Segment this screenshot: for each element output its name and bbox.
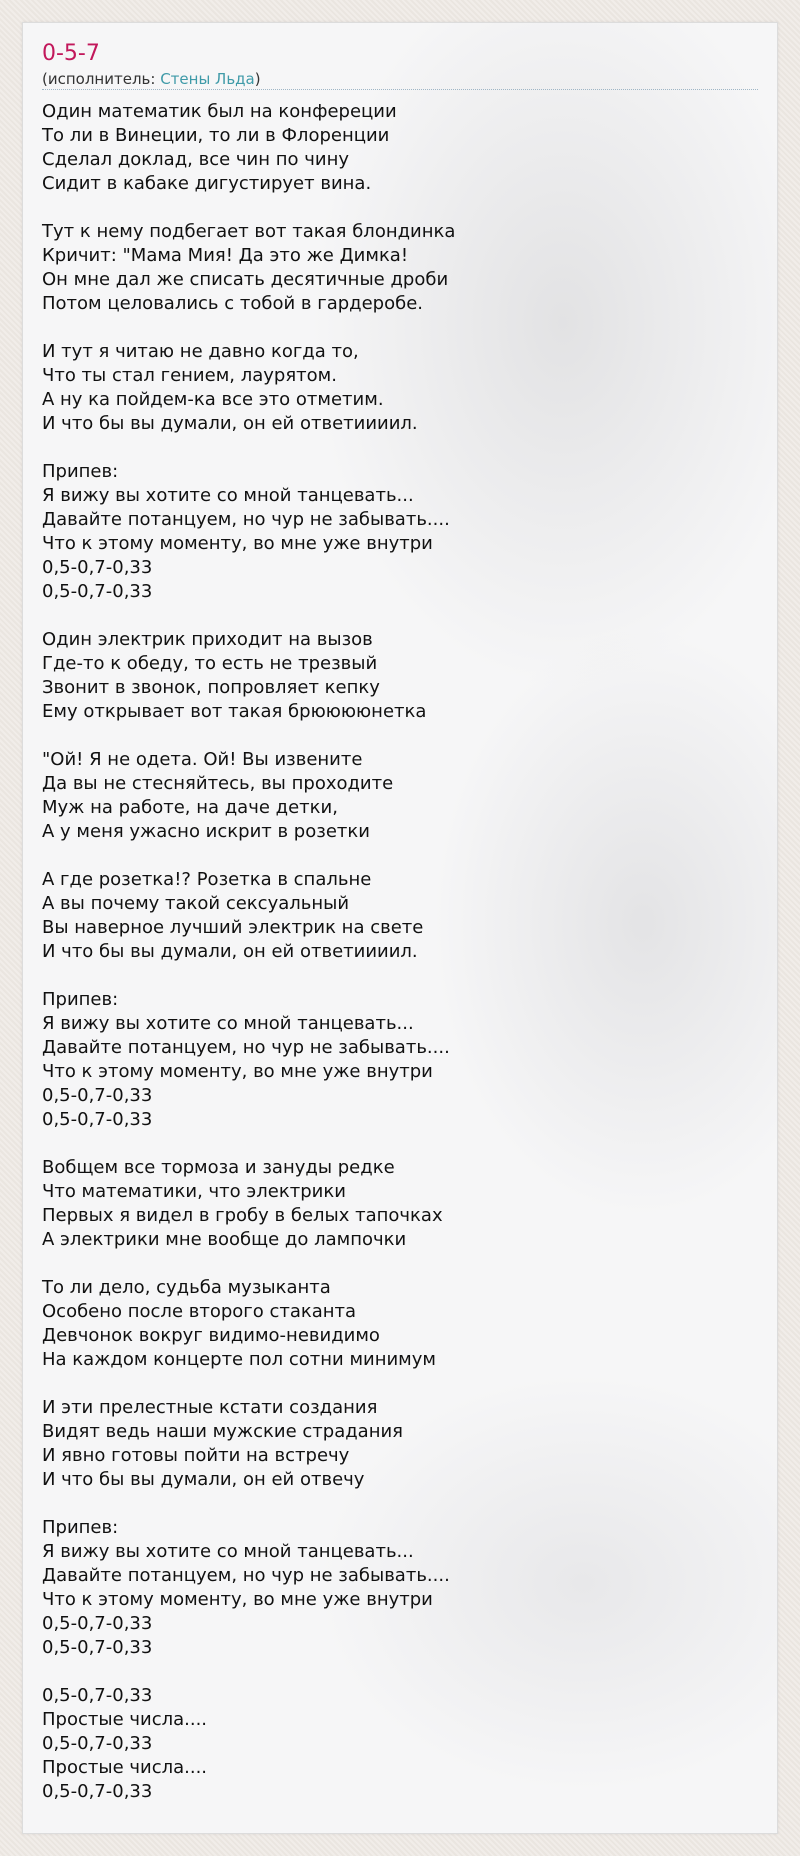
stanza-gap (42, 724, 758, 748)
artist-prefix: (исполнитель: (42, 70, 161, 88)
stanza-gap (42, 1252, 758, 1276)
lyric-line: Что к этому моменту, во мне уже внутри (42, 1589, 433, 1610)
lyric-line: 0,5-0,7-0,33 (42, 1733, 153, 1754)
stanza-gap (42, 1132, 758, 1156)
artist-suffix: ) (254, 70, 261, 88)
lyric-line: И эти прелестные кстати создания (42, 1397, 378, 1418)
lyric-line: Что математики, что электрики (42, 1181, 346, 1202)
lyric-line: То ли в Винеции, то ли в Флоренции (42, 125, 390, 146)
lyric-line: Один электрик приходит на вызов (42, 629, 373, 650)
song-title: 0-5-7 (42, 41, 100, 66)
lyric-line: Муж на работе, на даче детки, (42, 797, 338, 818)
lyric-line: 0,5-0,7-0,33 (42, 1085, 153, 1106)
artist-link[interactable]: Стены Льда (160, 70, 255, 88)
lyric-line: А вы почему такой сексуальный (42, 893, 350, 914)
lyric-line: Где-то к обеду, то есть не трезвый (42, 653, 378, 674)
stanza-gap (42, 964, 758, 988)
lyric-line: Припев: (42, 989, 119, 1010)
lyric-line: Кричит: "Мама Мия! Да это же Димка! (42, 245, 409, 266)
lyric-line: А электрики мне вообще до лампочки (42, 1229, 407, 1250)
lyric-line: Я вижу вы хотите со мной танцевать... (42, 1541, 414, 1562)
lyric-line: Я вижу вы хотите со мной танцевать... (42, 485, 414, 506)
stanza-gap (42, 1372, 758, 1396)
lyric-line: "Ой! Я не одета. Ой! Вы извените (42, 749, 363, 770)
stanza-gap (42, 844, 758, 868)
lyric-line: 0,5-0,7-0,33 (42, 1637, 153, 1658)
lyric-line: 0,5-0,7-0,33 (42, 1781, 153, 1802)
artist-line (42, 69, 261, 89)
stanza-gap (42, 316, 758, 340)
lyric-line: Что к этому моменту, во мне уже внутри (42, 1061, 433, 1082)
lyric-line: То ли дело, судьба музыканта (42, 1277, 331, 1298)
stanza-gap (42, 196, 758, 220)
lyric-line: И что бы вы думали, он ей ответиииил. (42, 941, 418, 962)
title-divider (42, 89, 758, 90)
lyric-line: А у меня ужасно искрит в розетки (42, 821, 370, 842)
lyric-line: На каждом концерте пол сотни минимум (42, 1349, 436, 1370)
lyrics-body (42, 100, 758, 1804)
lyric-line: Один математик был на конфереции (42, 101, 397, 122)
stanza-gap (42, 436, 758, 460)
stanza-gap (42, 1660, 758, 1684)
lyric-line: Вы наверное лучший электрик на свете (42, 917, 424, 938)
lyric-line: И явно готовы пойти на встречу (42, 1445, 350, 1466)
lyric-line: Он мне дал же списать десятичные дроби (42, 269, 449, 290)
lyric-line: А ну ка пойдем-ка все это отметим. (42, 389, 384, 410)
stanza-gap (42, 1492, 758, 1516)
lyric-line: 0,5-0,7-0,33 (42, 581, 153, 602)
lyric-line: Простые числа.... (42, 1757, 208, 1778)
lyric-line: Сделал доклад, все чин по чину (42, 149, 349, 170)
lyric-line: Припев: (42, 1517, 119, 1538)
lyric-line: Давайте потанцуем, но чур не забывать.... (42, 509, 450, 530)
lyric-line: Видят ведь наши мужские страдания (42, 1421, 403, 1442)
lyric-line: Девчонок вокруг видимо-невидимо (42, 1325, 380, 1346)
lyric-line: Да вы не стесняйтесь, вы проходите (42, 773, 394, 794)
lyric-line: И что бы вы думали, он ей ответиииил. (42, 413, 418, 434)
lyric-line: Давайте потанцуем, но чур не забывать.... (42, 1565, 450, 1586)
lyric-line: Сидит в кабаке дигустирует вина. (42, 173, 372, 194)
lyric-line: Я вижу вы хотите со мной танцевать... (42, 1013, 414, 1034)
lyric-line: Ему открывает вот такая брююююнетка (42, 701, 427, 722)
lyric-line: Особено после второго стаканта (42, 1301, 357, 1322)
stanza-gap (42, 604, 758, 628)
lyric-line: Припев: (42, 461, 119, 482)
lyric-line: Давайте потанцуем, но чур не забывать.... (42, 1037, 450, 1058)
lyric-line: И что бы вы думали, он ей отвечу (42, 1469, 365, 1490)
lyric-line: Тут к нему подбегает вот такая блондинка (42, 221, 456, 242)
lyric-line: 0,5-0,7-0,33 (42, 1109, 153, 1130)
lyric-line: 0,5-0,7-0,33 (42, 1613, 153, 1634)
lyric-line: 0,5-0,7-0,33 (42, 1685, 153, 1706)
lyric-line: Вобщем все тормоза и зануды редке (42, 1157, 395, 1178)
lyric-line: И тут я читаю не давно когда то, (42, 341, 359, 362)
lyric-line: А где розетка!? Розетка в спальне (42, 869, 372, 890)
lyric-line: Что к этому моменту, во мне уже внутри (42, 533, 433, 554)
lyric-line: Звонит в звонок, попровляет кепку (42, 677, 380, 698)
lyric-line: Первых я видел в гробу в белых тапочках (42, 1205, 443, 1226)
lyric-line: Потом целовались с тобой в гардеробе. (42, 293, 424, 314)
lyric-line: 0,5-0,7-0,33 (42, 557, 153, 578)
lyric-line: Что ты стал гением, лаурятом. (42, 365, 337, 386)
lyric-line: Простые числа.... (42, 1709, 208, 1730)
